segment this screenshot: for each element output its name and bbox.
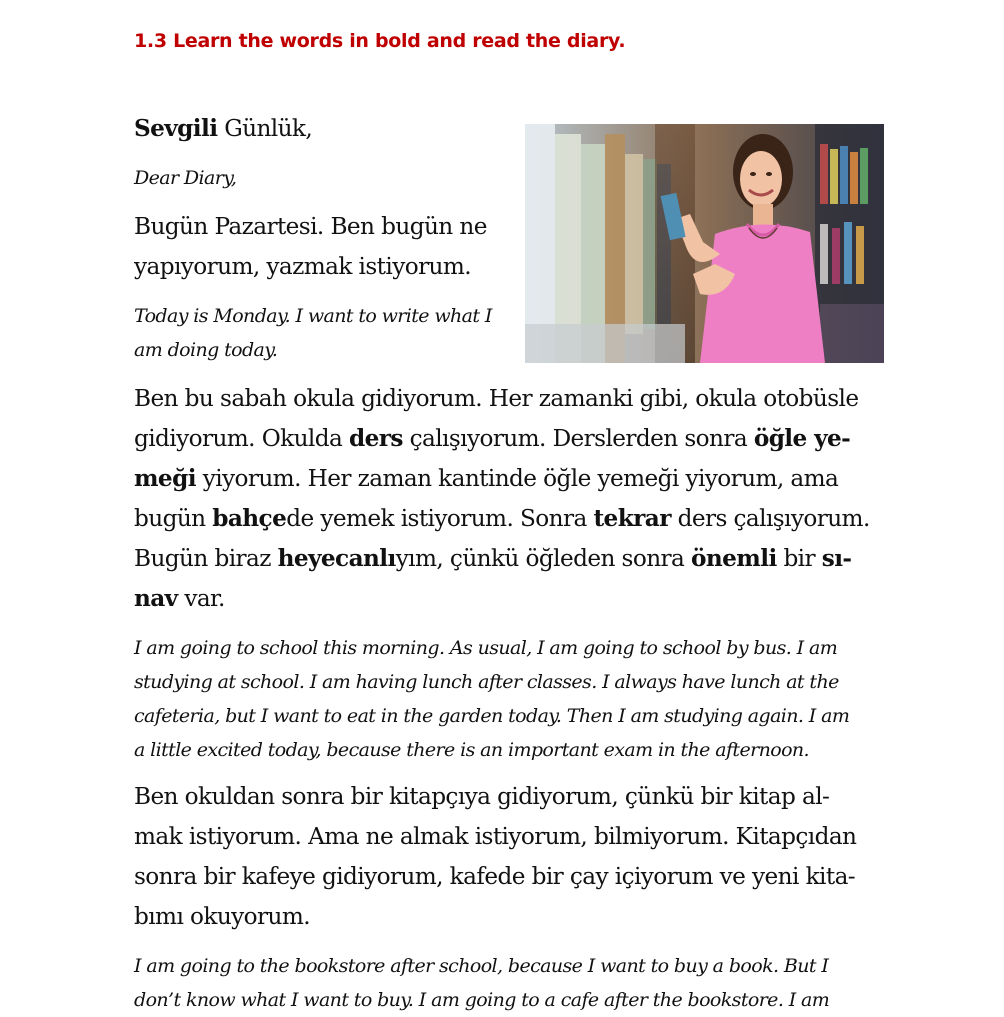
text-line bbox=[134, 539, 894, 579]
paragraph-2-translation bbox=[134, 949, 894, 1017]
text-line bbox=[134, 459, 894, 499]
bold-word: bahçe bbox=[212, 505, 287, 532]
text-line: a little excited today, because there is an important exam in the afternoon. bbox=[134, 739, 809, 761]
greeting-rest: Günlük, bbox=[217, 115, 313, 142]
text-run: bugün bbox=[134, 505, 213, 532]
text-run: yım, çünkü öğleden sonra bbox=[395, 545, 692, 572]
text-line: cafeteria, but I want to eat in the garden today. Then I am studying again. I am bbox=[134, 705, 850, 727]
text-line: Today is Monday. I want to write what I bbox=[134, 305, 492, 327]
text-line: Ben okuldan sonra bir kitapçıya gidiyorum, çünkü bir kitap al- bbox=[134, 783, 830, 810]
text-run: ders çalışıyorum. bbox=[670, 505, 870, 532]
bold-word: nav bbox=[134, 585, 178, 612]
paragraph-2 bbox=[134, 777, 894, 937]
text-run: bir bbox=[776, 545, 822, 572]
text-line bbox=[134, 499, 894, 539]
text-line: I am going to the bookstore after school, because I want to buy a book. But I bbox=[134, 955, 829, 977]
bold-word: ders bbox=[348, 425, 403, 452]
text-line: bımı okuyorum. bbox=[134, 903, 311, 930]
exercise-heading: 1.3 Learn the words in bold and read the diary. bbox=[134, 30, 626, 52]
text-line: Ben bu sabah okula gidiyorum. Her zamanki gibi, okula otobüsle bbox=[134, 385, 859, 412]
text-run: çalışıyorum. Derslerden sonra bbox=[402, 425, 754, 452]
text-run: gidiyorum. Okulda bbox=[134, 425, 349, 452]
bold-word: Sevgili bbox=[134, 115, 218, 142]
text-line bbox=[134, 419, 894, 459]
text-run: de yemek istiyorum. Sonra bbox=[286, 505, 594, 532]
text-line: studying at school. I am having lunch after classes. I always have lunch at the bbox=[134, 671, 839, 693]
text-run: yiyorum. Her zaman kantinde öğle yemeği yiyorum, ama bbox=[195, 465, 839, 492]
text-run: var. bbox=[177, 585, 225, 612]
text-line: I am going to school this morning. As usual, I am going to school by bus. I am bbox=[134, 637, 838, 659]
bold-word: heyecanlı bbox=[277, 545, 396, 572]
bold-word: önemli bbox=[691, 545, 777, 572]
bold-word: tekrar bbox=[593, 505, 671, 532]
bold-word: öğle ye- bbox=[753, 425, 851, 452]
text-run: Bugün biraz bbox=[134, 545, 278, 572]
bold-word: sı- bbox=[821, 545, 852, 572]
bold-word: meği bbox=[134, 465, 196, 492]
bookstore-photo bbox=[525, 124, 884, 363]
text-line: am doing today. bbox=[134, 339, 278, 361]
text-line: don’t know what I want to buy. I am going to a cafe after the bookstore. I am bbox=[134, 989, 830, 1011]
text-line: yapıyorum, yazmak istiyorum. bbox=[134, 253, 472, 280]
greeting-translation: Dear Diary, bbox=[134, 167, 237, 189]
text-line bbox=[134, 579, 894, 619]
paragraph-1-translation bbox=[134, 631, 894, 767]
text-line: mak istiyorum. Ama ne almak istiyorum, bilmiyorum. Kitapçıdan bbox=[134, 823, 857, 850]
paragraph-1 bbox=[134, 379, 894, 619]
text-line: sonra bir kafeye gidiyorum, kafede bir çay içiyorum ve yeni kita- bbox=[134, 863, 856, 890]
text-line: Bugün Pazartesi. Ben bugün ne bbox=[134, 213, 487, 240]
